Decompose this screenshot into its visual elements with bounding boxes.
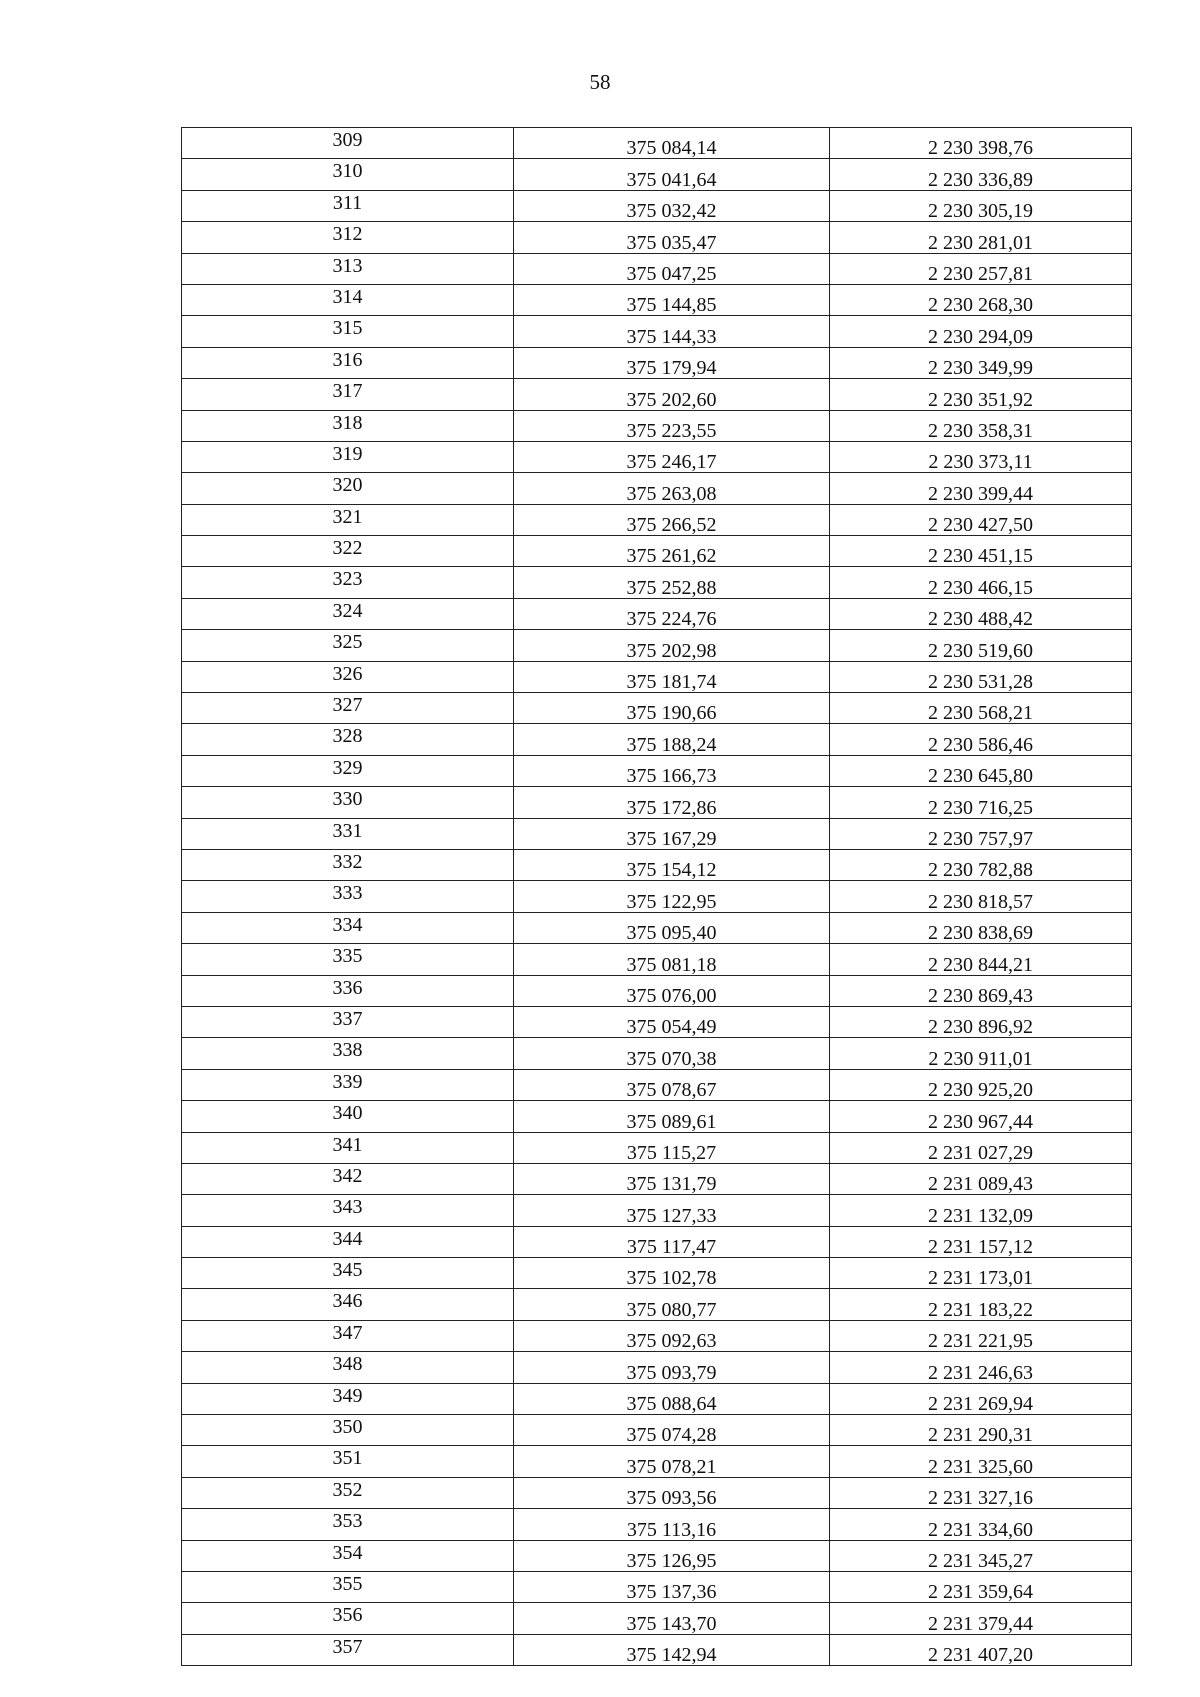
point-number-cell: 321 [182,504,514,535]
y-coordinate-cell: 2 230 568,21 [830,693,1132,724]
point-number-cell: 357 [182,1634,514,1665]
y-coordinate-cell: 2 231 027,29 [830,1132,1132,1163]
x-coordinate-cell: 375 172,86 [514,787,830,818]
x-coordinate-cell: 375 266,52 [514,504,830,535]
table-row [182,410,1132,441]
table-row [182,818,1132,849]
point-number-cell: 309 [182,128,514,159]
point-number-cell: 346 [182,1289,514,1320]
x-coordinate-cell: 375 078,67 [514,1069,830,1100]
x-coordinate-cell: 375 190,66 [514,693,830,724]
table-row [182,1634,1132,1665]
x-coordinate-cell: 375 076,00 [514,975,830,1006]
x-coordinate-cell: 375 032,42 [514,190,830,221]
point-number-cell: 323 [182,567,514,598]
y-coordinate-cell: 2 230 427,50 [830,504,1132,535]
table-row [182,1226,1132,1257]
table-row [182,1289,1132,1320]
point-number-cell: 320 [182,473,514,504]
y-coordinate-cell: 2 231 269,94 [830,1383,1132,1414]
y-coordinate-cell: 2 230 757,97 [830,818,1132,849]
table-row [182,1383,1132,1414]
table-row [182,787,1132,818]
y-coordinate-cell: 2 231 173,01 [830,1258,1132,1289]
y-coordinate-cell: 2 231 345,27 [830,1540,1132,1571]
x-coordinate-cell: 375 167,29 [514,818,830,849]
point-number-cell: 310 [182,159,514,190]
x-coordinate-cell: 375 252,88 [514,567,830,598]
point-number-cell: 347 [182,1320,514,1351]
point-number-cell: 333 [182,881,514,912]
y-coordinate-cell: 2 230 716,25 [830,787,1132,818]
x-coordinate-cell: 375 054,49 [514,1006,830,1037]
x-coordinate-cell: 375 074,28 [514,1415,830,1446]
y-coordinate-cell: 2 230 373,11 [830,441,1132,472]
y-coordinate-cell: 2 230 399,44 [830,473,1132,504]
point-number-cell: 312 [182,222,514,253]
point-number-cell: 330 [182,787,514,818]
y-coordinate-cell: 2 230 586,46 [830,724,1132,755]
x-coordinate-cell: 375 142,94 [514,1634,830,1665]
point-number-cell: 337 [182,1006,514,1037]
table-row [182,379,1132,410]
y-coordinate-cell: 2 230 451,15 [830,536,1132,567]
x-coordinate-cell: 375 166,73 [514,755,830,786]
point-number-cell: 351 [182,1446,514,1477]
y-coordinate-cell: 2 230 305,19 [830,190,1132,221]
table-row [182,253,1132,284]
table-row [182,1006,1132,1037]
x-coordinate-cell: 375 263,08 [514,473,830,504]
table-row [182,1132,1132,1163]
y-coordinate-cell: 2 230 358,31 [830,410,1132,441]
y-coordinate-cell: 2 231 407,20 [830,1634,1132,1665]
point-number-cell: 353 [182,1509,514,1540]
point-number-cell: 329 [182,755,514,786]
table-row [182,1320,1132,1351]
table-row [182,1352,1132,1383]
point-number-cell: 344 [182,1226,514,1257]
table-row [182,536,1132,567]
table-row [182,1163,1132,1194]
point-number-cell: 352 [182,1477,514,1508]
x-coordinate-cell: 375 092,63 [514,1320,830,1351]
point-number-cell: 342 [182,1163,514,1194]
x-coordinate-cell: 375 113,16 [514,1509,830,1540]
x-coordinate-cell: 375 081,18 [514,944,830,975]
y-coordinate-cell: 2 230 925,20 [830,1069,1132,1100]
point-number-cell: 340 [182,1101,514,1132]
point-number-cell: 336 [182,975,514,1006]
table-row [182,724,1132,755]
y-coordinate-cell: 2 231 246,63 [830,1352,1132,1383]
coordinates-table [181,127,1132,1666]
y-coordinate-cell: 2 231 334,60 [830,1509,1132,1540]
point-number-cell: 324 [182,598,514,629]
point-number-cell: 325 [182,630,514,661]
coordinates-table-body [182,128,1132,1666]
point-number-cell: 345 [182,1258,514,1289]
table-row [182,567,1132,598]
table-row [182,944,1132,975]
x-coordinate-cell: 375 261,62 [514,536,830,567]
table-row [182,1477,1132,1508]
x-coordinate-cell: 375 137,36 [514,1571,830,1602]
point-number-cell: 354 [182,1540,514,1571]
x-coordinate-cell: 375 179,94 [514,347,830,378]
y-coordinate-cell: 2 230 782,88 [830,849,1132,880]
point-number-cell: 318 [182,410,514,441]
x-coordinate-cell: 375 089,61 [514,1101,830,1132]
x-coordinate-cell: 375 102,78 [514,1258,830,1289]
y-coordinate-cell: 2 230 896,92 [830,1006,1132,1037]
table-row [182,755,1132,786]
y-coordinate-cell: 2 230 281,01 [830,222,1132,253]
point-number-cell: 331 [182,818,514,849]
point-number-cell: 355 [182,1571,514,1602]
table-row [182,1603,1132,1634]
x-coordinate-cell: 375 084,14 [514,128,830,159]
point-number-cell: 341 [182,1132,514,1163]
table-row [182,661,1132,692]
x-coordinate-cell: 375 246,17 [514,441,830,472]
table-row [182,1446,1132,1477]
point-number-cell: 338 [182,1038,514,1069]
table-row [182,347,1132,378]
y-coordinate-cell: 2 231 183,22 [830,1289,1132,1320]
x-coordinate-cell: 375 078,21 [514,1446,830,1477]
point-number-cell: 314 [182,284,514,315]
y-coordinate-cell: 2 230 844,21 [830,944,1132,975]
table-row [182,1415,1132,1446]
y-coordinate-cell: 2 230 398,76 [830,128,1132,159]
table-row [182,473,1132,504]
y-coordinate-cell: 2 230 257,81 [830,253,1132,284]
y-coordinate-cell: 2 230 519,60 [830,630,1132,661]
table-row [182,849,1132,880]
y-coordinate-cell: 2 231 327,16 [830,1477,1132,1508]
point-number-cell: 348 [182,1352,514,1383]
y-coordinate-cell: 2 230 531,28 [830,661,1132,692]
y-coordinate-cell: 2 230 349,99 [830,347,1132,378]
point-number-cell: 311 [182,190,514,221]
x-coordinate-cell: 375 223,55 [514,410,830,441]
x-coordinate-cell: 375 154,12 [514,849,830,880]
y-coordinate-cell: 2 230 351,92 [830,379,1132,410]
y-coordinate-cell: 2 230 268,30 [830,284,1132,315]
x-coordinate-cell: 375 181,74 [514,661,830,692]
table-row [182,1540,1132,1571]
y-coordinate-cell: 2 231 290,31 [830,1415,1132,1446]
x-coordinate-cell: 375 093,56 [514,1477,830,1508]
x-coordinate-cell: 375 122,95 [514,881,830,912]
x-coordinate-cell: 375 188,24 [514,724,830,755]
y-coordinate-cell: 2 231 359,64 [830,1571,1132,1602]
x-coordinate-cell: 375 093,79 [514,1352,830,1383]
table-row [182,190,1132,221]
point-number-cell: 327 [182,693,514,724]
x-coordinate-cell: 375 144,85 [514,284,830,315]
y-coordinate-cell: 2 230 818,57 [830,881,1132,912]
x-coordinate-cell: 375 095,40 [514,912,830,943]
y-coordinate-cell: 2 230 838,69 [830,912,1132,943]
point-number-cell: 315 [182,316,514,347]
table-row [182,630,1132,661]
page-number: 58 [589,70,611,94]
table-row [182,159,1132,190]
y-coordinate-cell: 2 231 157,12 [830,1226,1132,1257]
point-number-cell: 313 [182,253,514,284]
table-row [182,504,1132,535]
table-row [182,1101,1132,1132]
y-coordinate-cell: 2 231 132,09 [830,1195,1132,1226]
x-coordinate-cell: 375 117,47 [514,1226,830,1257]
point-number-cell: 319 [182,441,514,472]
point-number-cell: 349 [182,1383,514,1414]
table-row [182,693,1132,724]
x-coordinate-cell: 375 035,47 [514,222,830,253]
x-coordinate-cell: 375 202,98 [514,630,830,661]
x-coordinate-cell: 375 080,77 [514,1289,830,1320]
y-coordinate-cell: 2 230 645,80 [830,755,1132,786]
y-coordinate-cell: 2 231 379,44 [830,1603,1132,1634]
y-coordinate-cell: 2 230 911,01 [830,1038,1132,1069]
point-number-cell: 316 [182,347,514,378]
table-row [182,222,1132,253]
table-row [182,598,1132,629]
x-coordinate-cell: 375 127,33 [514,1195,830,1226]
table-row [182,975,1132,1006]
table-row [182,441,1132,472]
point-number-cell: 332 [182,849,514,880]
x-coordinate-cell: 375 131,79 [514,1163,830,1194]
x-coordinate-cell: 375 144,33 [514,316,830,347]
x-coordinate-cell: 375 115,27 [514,1132,830,1163]
point-number-cell: 322 [182,536,514,567]
y-coordinate-cell: 2 231 325,60 [830,1446,1132,1477]
table-row [182,1069,1132,1100]
x-coordinate-cell: 375 224,76 [514,598,830,629]
x-coordinate-cell: 375 041,64 [514,159,830,190]
y-coordinate-cell: 2 231 089,43 [830,1163,1132,1194]
y-coordinate-cell: 2 230 466,15 [830,567,1132,598]
y-coordinate-cell: 2 231 221,95 [830,1320,1132,1351]
y-coordinate-cell: 2 230 294,09 [830,316,1132,347]
table-row [182,128,1132,159]
table-row [182,284,1132,315]
x-coordinate-cell: 375 088,64 [514,1383,830,1414]
point-number-cell: 328 [182,724,514,755]
point-number-cell: 356 [182,1603,514,1634]
table-row [182,881,1132,912]
point-number-cell: 326 [182,661,514,692]
x-coordinate-cell: 375 143,70 [514,1603,830,1634]
table-row [182,316,1132,347]
x-coordinate-cell: 375 070,38 [514,1038,830,1069]
point-number-cell: 317 [182,379,514,410]
point-number-cell: 335 [182,944,514,975]
table-row [182,912,1132,943]
point-number-cell: 334 [182,912,514,943]
table-row [182,1258,1132,1289]
table-row [182,1509,1132,1540]
point-number-cell: 350 [182,1415,514,1446]
x-coordinate-cell: 375 047,25 [514,253,830,284]
table-row [182,1571,1132,1602]
y-coordinate-cell: 2 230 967,44 [830,1101,1132,1132]
y-coordinate-cell: 2 230 488,42 [830,598,1132,629]
point-number-cell: 339 [182,1069,514,1100]
point-number-cell: 343 [182,1195,514,1226]
table-row [182,1195,1132,1226]
x-coordinate-cell: 375 202,60 [514,379,830,410]
y-coordinate-cell: 2 230 336,89 [830,159,1132,190]
table-row [182,1038,1132,1069]
y-coordinate-cell: 2 230 869,43 [830,975,1132,1006]
x-coordinate-cell: 375 126,95 [514,1540,830,1571]
